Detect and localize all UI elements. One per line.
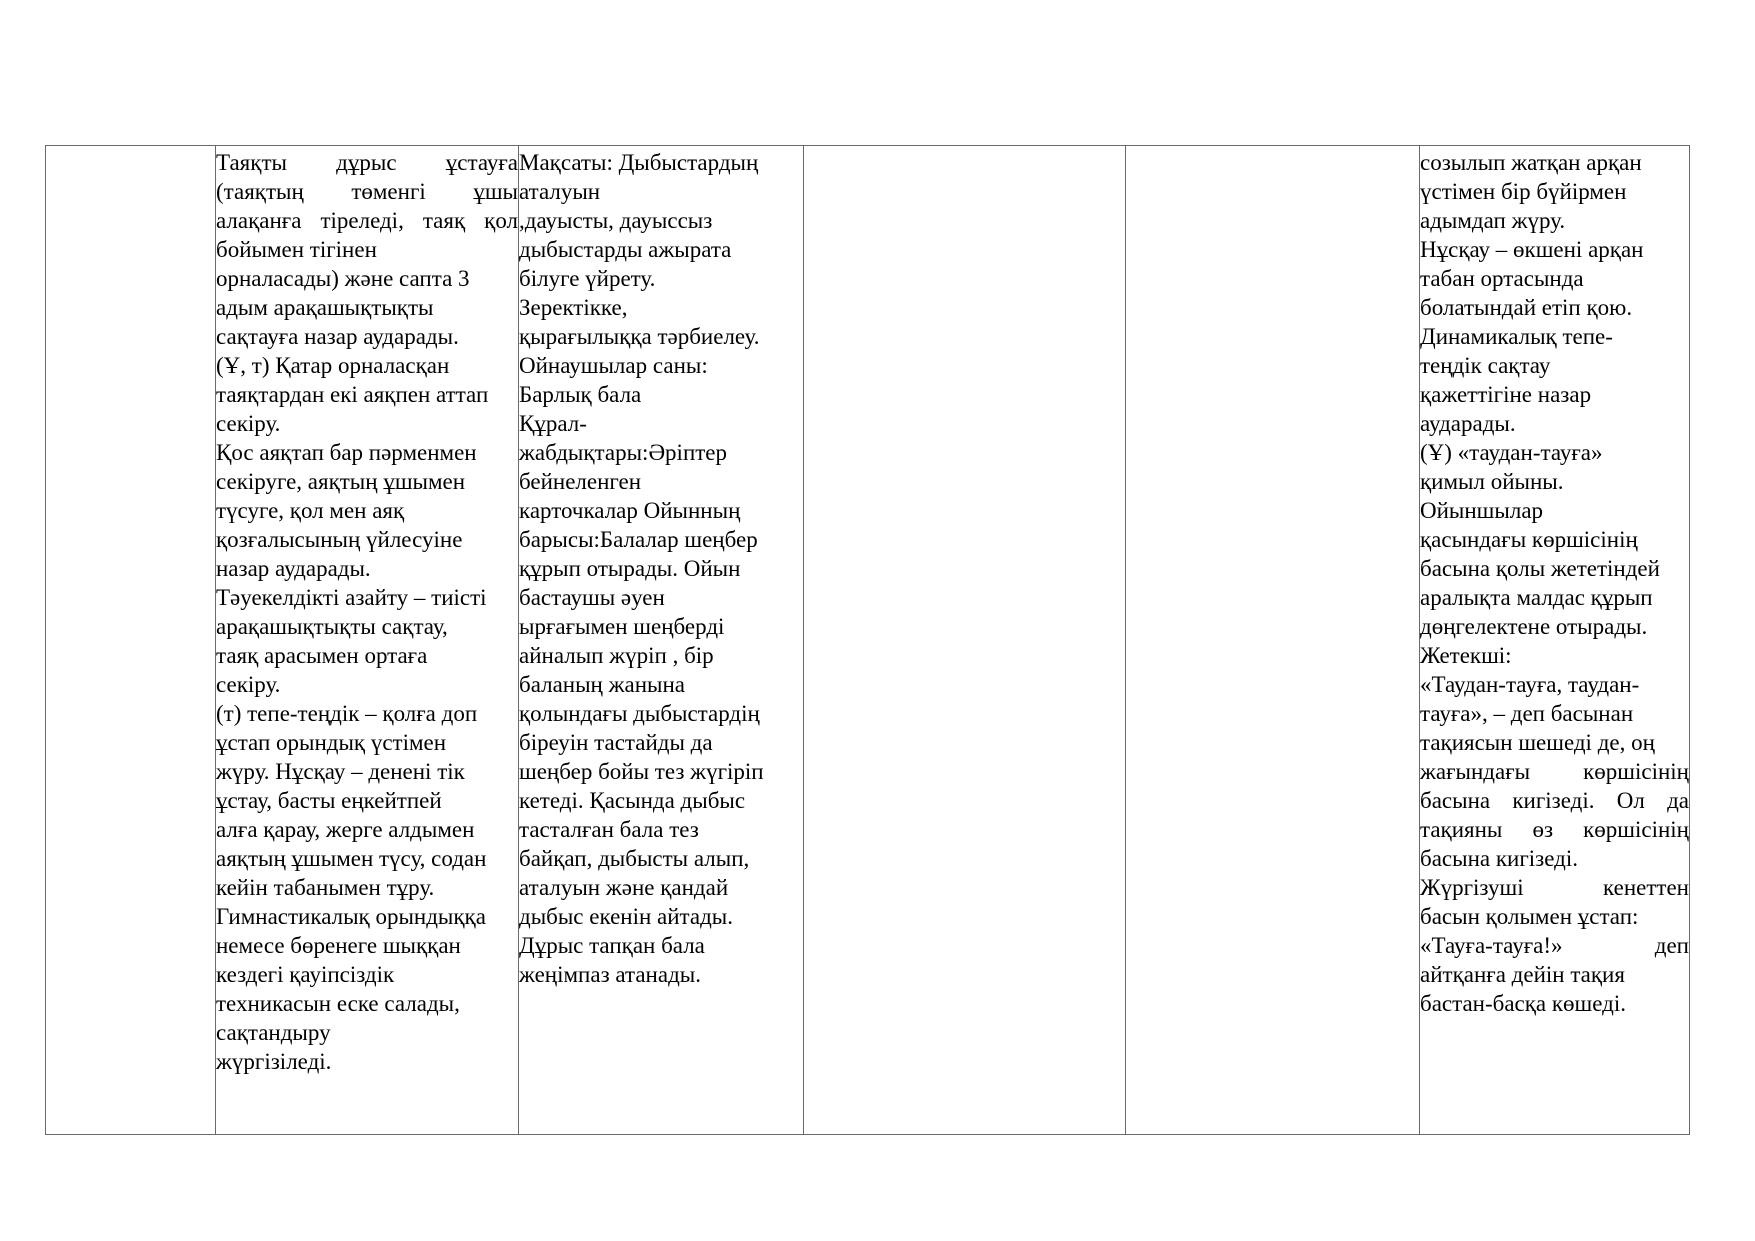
table-cell-col2	[216, 146, 519, 1135]
text-line: жүргізіледі.	[216, 1049, 332, 1074]
text-line: Дұрыс тапқан бала	[519, 933, 705, 958]
text-line: карточкалар Ойынның	[519, 498, 741, 523]
text-line: барысы:Балалар шеңбер	[519, 527, 758, 552]
text-line: бастаушы әуен	[519, 585, 665, 610]
text-line: қимыл ойыны.	[1420, 469, 1564, 494]
text-line: басына қолы жететіндей	[1420, 556, 1660, 581]
text-line: (таяқтың төменгі ұшы	[216, 179, 518, 204]
exercise-instructions-text	[216, 148, 518, 1076]
text-line: Нұсқау – өкшені арқан	[1420, 237, 1644, 262]
text-line: назар аударады.	[216, 556, 371, 581]
text-line: үстімен бір бүйірмен	[1420, 179, 1627, 204]
table-row	[46, 146, 1690, 1135]
text-line: аталуын	[519, 179, 601, 204]
text-line: Таяқты дұрыс ұстауға	[216, 150, 518, 175]
text-line: Ойыншылар	[1420, 498, 1544, 523]
text-line: Құрал-	[519, 411, 587, 436]
activity-table	[45, 145, 1690, 1135]
text-line: Зеректікке,	[519, 295, 628, 320]
text-line: таяқтардан екі аяқпен аттап	[216, 382, 489, 407]
text-line: дөңгелектене отырады.	[1420, 614, 1648, 639]
text-line: жағындағы көршісінің	[1420, 759, 1689, 784]
text-line: түсуге, қол мен аяқ	[216, 498, 405, 523]
text-line: Барлық бала	[519, 382, 642, 407]
outdoor-game-text	[1420, 148, 1689, 1018]
text-line: Тәуекелдікті азайту – тиісті	[216, 585, 487, 610]
text-line: байқап, дыбысты алып,	[519, 846, 750, 871]
text-line: Мақсаты: Дыбыстардың	[519, 150, 759, 175]
text-line: қасындағы көршісінің	[1420, 527, 1638, 552]
game-description-text	[519, 148, 803, 989]
text-line: ырғағымен шеңберді	[519, 614, 725, 639]
text-line: созылып жатқан арқан	[1420, 150, 1642, 175]
text-line: бойымен тігінен	[216, 237, 377, 262]
table-cell-col6	[1420, 146, 1690, 1135]
text-line: «Тауға-тауға!» деп	[1420, 933, 1689, 958]
text-line: арақашықтықты сақтау,	[216, 614, 448, 639]
text-line: шеңбер бойы тез жүгіріп	[519, 759, 764, 784]
text-line: құрып отырады. Ойын	[519, 556, 741, 581]
text-line: сақтандыру	[216, 1020, 331, 1045]
text-line: секіру.	[216, 411, 281, 436]
text-line: қозғалысының үйлесуіне	[216, 527, 463, 552]
text-line: бастан-басқа көшеді.	[1420, 991, 1627, 1016]
text-line: кетеді. Қасында дыбыс	[519, 788, 746, 813]
text-line: тақиясын шешеді де, оң	[1420, 730, 1655, 755]
text-line: сақтауға назар аударады.	[216, 324, 459, 349]
text-line: аталуын және қандай	[519, 875, 729, 900]
text-line: біреуін тастайды да	[519, 730, 713, 755]
text-line: теңдік сақтау	[1420, 353, 1551, 378]
text-line: адымдап жүру.	[1420, 208, 1566, 233]
text-line: табан ортасында	[1420, 266, 1584, 291]
text-line: болатындай етіп қою.	[1420, 295, 1633, 320]
text-line: ұстау, басты еңкейтпей	[216, 788, 442, 813]
text-line: дыбыс екенін айтады.	[519, 904, 734, 929]
text-line: Қос аяқтап бар пәрменмен	[216, 440, 477, 465]
text-line: (Ұ) «таудан-тауға»	[1420, 440, 1603, 465]
text-line: аударады.	[1420, 411, 1516, 436]
text-line: Гимнастикалық орындыққа	[216, 904, 486, 929]
text-line: бейнеленген	[519, 469, 642, 494]
text-line: алға қарау, жерге алдымен	[216, 817, 475, 842]
text-line: кездегі қауіпсіздік	[216, 962, 395, 987]
text-line: қажеттігіне назар	[1420, 382, 1592, 407]
text-line: Динамикалық тепе-	[1420, 324, 1613, 349]
text-line: аяқтың ұшымен түсу, содан	[216, 846, 487, 871]
text-line: таяқ арасымен ортаға	[216, 643, 428, 668]
text-line: Ойнаушылар саны:	[519, 353, 708, 378]
text-line: (Ұ, т) Қатар орналасқан	[216, 353, 450, 378]
text-line: қырағылыққа тәрбиелеу.	[519, 324, 760, 349]
text-line: ,дауысты, дауыссыз	[519, 208, 713, 233]
text-line: ұстап орындық үстімен	[216, 730, 447, 755]
text-line: Жетекші:	[1420, 643, 1512, 668]
text-line: тауға», – деп басынан	[1420, 701, 1634, 726]
text-line: тасталған бала тез	[519, 817, 699, 842]
text-line: аралықта малдас құрып	[1420, 585, 1653, 610]
text-line: жеңімпаз атанады.	[519, 962, 701, 987]
text-line: (т) тепе-теңдік – қолға доп	[216, 701, 478, 726]
text-line: секіруге, аяқтың ұшымен	[216, 469, 466, 494]
text-line: техникасын еске салады,	[216, 991, 460, 1016]
text-line: басын қолымен ұстап:	[1420, 904, 1639, 929]
text-line: қолындағы дыбыстардің	[519, 701, 760, 726]
text-line: орналасады) және сапта 3	[216, 266, 470, 291]
text-line: жабдықтары:Әріптер	[519, 440, 728, 465]
text-line: «Таудан-тауға, таудан-	[1420, 672, 1640, 697]
table-cell-col5	[1126, 146, 1420, 1135]
text-line: жүру. Нұсқау – денені тік	[216, 759, 465, 784]
table-cell-col4	[804, 146, 1126, 1135]
text-line: білуге үйрету.	[519, 266, 656, 291]
table-cell-col1	[46, 146, 216, 1135]
text-line: баланың жанына	[519, 672, 685, 697]
text-line: тақияны өз көршісінің	[1420, 817, 1689, 842]
text-line: Жүргізуші кенеттен	[1420, 875, 1689, 900]
text-line: айтқанға дейін тақия	[1420, 962, 1625, 987]
text-line: дыбыстарды ажырата	[519, 237, 732, 262]
text-line: басына кигізеді. Ол да	[1420, 788, 1689, 813]
text-line: секіру.	[216, 672, 281, 697]
table-cell-col3	[519, 146, 804, 1135]
text-line: басына кигізеді.	[1420, 846, 1578, 871]
text-line: алақанға тіреледі, таяқ қол	[216, 208, 518, 233]
text-line: адым арақашықтықты	[216, 295, 434, 320]
text-line: кейін табанымен тұру.	[216, 875, 435, 900]
text-line: айналып жүріп , бір	[519, 643, 714, 668]
text-line: немесе бөренеге шыққан	[216, 933, 461, 958]
